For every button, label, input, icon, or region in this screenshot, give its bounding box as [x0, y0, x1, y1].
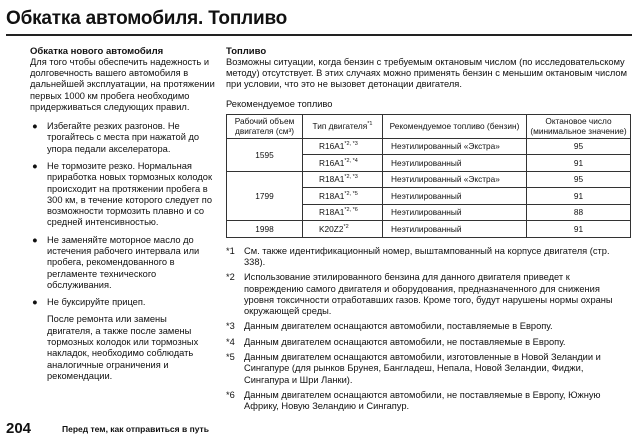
- cell-fuel: Неэтилированный: [383, 221, 527, 238]
- cell-octane: 95: [527, 138, 631, 155]
- footer-chapter: Перед тем, как отправиться в путь: [62, 424, 209, 434]
- break-in-bullets: [30, 121, 215, 308]
- bullet-icon: ●: [32, 160, 38, 171]
- fuel-title: Топливо: [226, 46, 267, 57]
- bullet-item: ● Не буксируйте прицеп.: [32, 297, 146, 308]
- cell-engine: $R16A1^{*2, *3}$: [303, 138, 383, 155]
- page-number: 204: [6, 420, 32, 437]
- page-header: [6, 4, 632, 36]
- break-in-after: После ремонта или замены двигателя, а также после замены тормозных колодок или тормозных накладок, необходимо соблюдать аналогичные ограничения и рекомендации.: [47, 314, 199, 381]
- header-engine: Тип двигателя$^{*1}$: [303, 114, 383, 138]
- cell-fuel: Неэтилированный: [383, 188, 527, 205]
- footnote: *3 Данным двигателем оснащаются автомобили, поставляемые в Европу.: [226, 321, 553, 332]
- cell-engine: $R16A1^{*2, *4}$: [303, 155, 383, 172]
- bullet-icon: ●: [32, 121, 38, 132]
- cell-engine: $R18A1^{*2, *3}$: [303, 171, 383, 188]
- bullet-icon: ●: [32, 297, 38, 308]
- footnote: *6 Данным двигателем оснащаются автомобили, не поставляемые в Европу, Южную Африку, Новую Зеландию и Сингапур.: [226, 389, 601, 412]
- bullet-item: ● Не тормозите резко. Нормальная приработка новых тормозных колодок происходит на протяжении пробега в 300 км, в течение которого следует по возможности тормозить плавно и со средней интенсивностью.: [32, 160, 213, 228]
- cell-octane: 88: [527, 204, 631, 221]
- cell-engine: $R18A1^{*2, *5}$: [303, 188, 383, 205]
- bullet-item: ● Избегайте резких разгонов. Не трогайтесь с места при нажатой до упора педали акселератора.: [32, 121, 200, 154]
- cell-fuel: Неэтилированный «Экстра»: [383, 171, 527, 188]
- table-header-row: [227, 114, 631, 138]
- footnote: *4 Данным двигателем оснащаются автомобили, не поставляемые в Европу.: [226, 336, 566, 347]
- break-in-intro: Для того чтобы обеспечить надежность и долговечность вашего автомобиля в дальнейшей эксплуатации, на протяжении первых 1000 км пробега необходимо придерживаться следующих правил.: [30, 57, 215, 112]
- cell-octane: 91: [527, 221, 631, 238]
- cell-volume: 1799: [227, 171, 303, 221]
- cell-octane: 95: [527, 171, 631, 188]
- cell-octane: 91: [527, 155, 631, 172]
- bullet-item: ● Не заменяйте моторное масло до истечения рабочего интервала или пробега, рекомендованного в регламенте технического обслуживания.: [32, 234, 200, 290]
- footnote: *1 См. также идентификационный номер, выштампованный на корпусе двигателя (стр. 338).: [226, 245, 610, 267]
- footnote: *5 Данным двигателем оснащаются автомобили, изготовленные в Новой Зеландии и Сингапуре (для рынков Брунея, Бангладеш, Непала, Новой Зеландии, Фиджи, Сингапура и Шри Ланки).: [226, 351, 601, 385]
- footnotes: [226, 246, 630, 413]
- fuel-intro: Возможны ситуации, когда бензин с требуемым октановым числом (по исследовательскому методу) отсутствует. В этих случаях можно применять бензин с меньшим октановым числом при условии, что это не вызовет детонации двигателя.: [226, 57, 627, 90]
- break-in-title: Обкатка нового автомобиля: [30, 46, 164, 57]
- fuel-table: [226, 114, 631, 238]
- header-volume: Рабочий объем двигателя (см³): [227, 114, 303, 138]
- header-fuel: Рекомендуемое топливо (бензин): [383, 114, 527, 138]
- header-octane: Октановое число (минимальное значение): [527, 114, 631, 138]
- table-row: [227, 171, 631, 188]
- footnote: *2 Использование этилированного бензина для данного двигателя приведет к повреждению самого двигателя и оборудования, предназначенного для снижения уровня токсичности отработавших газов. Кроме того, будут нарушены нормы охраны окружающей среды.: [226, 272, 613, 317]
- cell-octane: 91: [527, 188, 631, 205]
- cell-engine: $R18A1^{*2, *6}$: [303, 204, 383, 221]
- table-row: [227, 138, 631, 155]
- cell-volume: 1595: [227, 138, 303, 171]
- fuel-section: [226, 46, 630, 416]
- bullet-icon: ●: [32, 234, 38, 245]
- table-label: Рекомендуемое топливо: [226, 98, 333, 109]
- page-footer: [6, 420, 406, 440]
- cell-fuel: Неэтилированный: [383, 204, 527, 221]
- cell-fuel: Неэтилированный «Экстра»: [383, 138, 527, 155]
- cell-engine: K20Z2$^{*2}$: [303, 221, 383, 238]
- cell-volume: 1998: [227, 221, 303, 238]
- table-row: [227, 221, 631, 238]
- page-title: Обкатка автомобиля. Топливо: [6, 8, 288, 29]
- break-in-section: [30, 46, 215, 382]
- cell-fuel: Неэтилированный: [383, 155, 527, 172]
